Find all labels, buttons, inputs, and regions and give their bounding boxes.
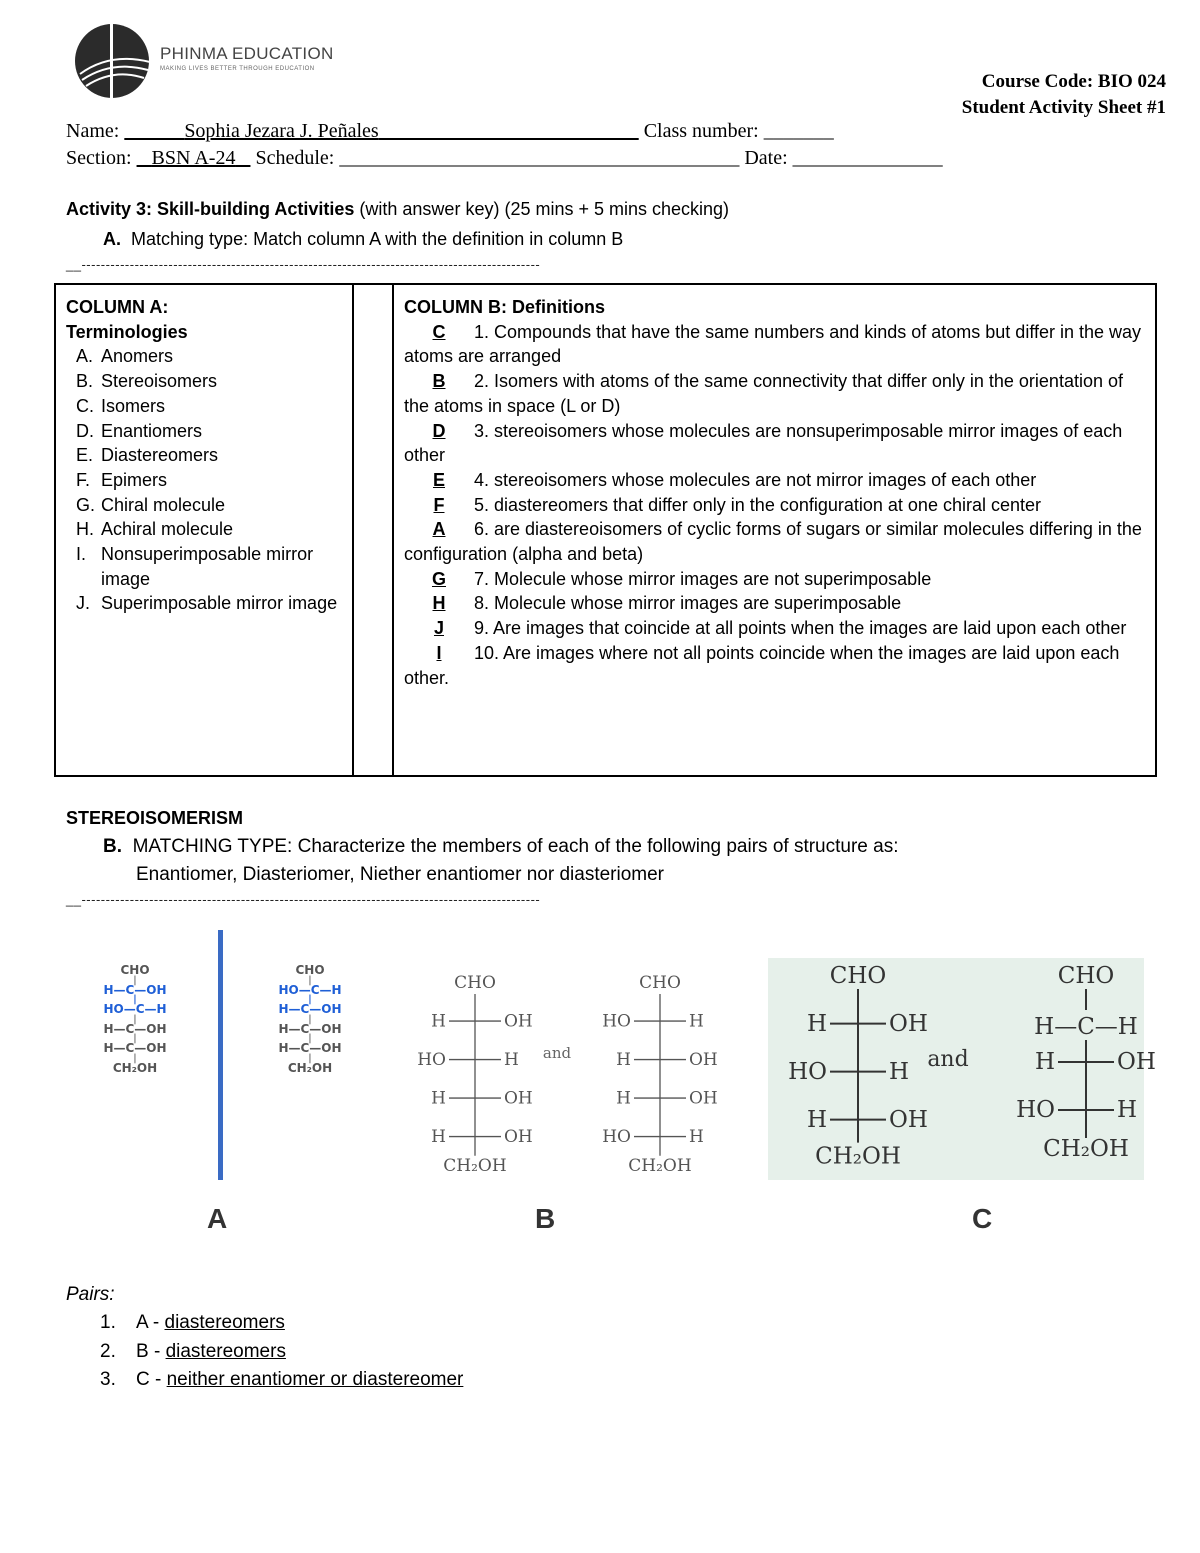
figure-a [60,925,390,1190]
fischer-bottom: CH₂OH [815,1143,901,1170]
fischer-top: CHO [1057,963,1115,989]
definition-item [404,616,1145,641]
separator-line: __----------------------------------------------------------------------------------------------- [66,257,541,272]
pair-label: A - [136,1312,165,1333]
structure-line: CHO [120,963,150,977]
fischer-bottom: CH₂OH [1043,1136,1129,1162]
mirror-line [218,930,223,1180]
fischer-right-group: OH [504,1011,533,1032]
term-letter: G. [76,494,96,515]
sheet-title: Student Activity Sheet #1 [961,97,1166,118]
fischer-right-group: H [504,1050,519,1070]
definition-text: 10. Are images where not all points coincide when the images are laid upon each other. [404,642,1120,688]
fischer-right-group: OH [689,1050,718,1070]
structure-line: CH₂OH [287,1060,333,1075]
part-b-options: Enantiomer, Diasteriomer, Niether enantiomer nor diasteriomer [136,864,665,885]
answer-blank: C [432,321,446,342]
structure-line: H—C—OH [278,1002,342,1016]
fischer-bottom: CH₂OH [443,1156,507,1176]
pair-number: 1. [100,1312,116,1333]
structure-line: CHO [295,963,325,977]
fischer-left-group: H [431,1011,446,1032]
structure-line: H—C—OH [103,1021,167,1036]
schedule-value: ________________________________________ [339,147,740,169]
fischer-right-group: OH [504,1088,533,1109]
section-value: BSN A-24 [151,147,236,169]
term-text: Epimers [101,469,168,490]
class-label: Class number: [643,120,759,142]
definition-item [404,567,1145,592]
pair-label: C - [136,1369,167,1390]
term-list [66,344,342,616]
org-name: PHINMA EDUCATION [160,44,334,63]
definition-text: 7. Molecule whose mirror images are not superimposable [474,568,932,589]
label-a: A [207,1203,228,1234]
fischer-left-group: HO [602,1127,631,1147]
date-value: _______________ [792,147,943,169]
column-spacer [353,284,393,776]
fischer-left-group: H [616,1050,631,1070]
fischer-bottom: CH₂OH [628,1156,692,1176]
and-text: and [927,1047,969,1072]
fischer-left-group: H [806,1107,827,1133]
phinma-logo-icon [70,22,155,100]
name-value: Sophia Jezara J. Peñales [184,120,379,142]
term-text: Isomers [101,395,166,416]
definition-item [404,369,1145,418]
fischer-left-group: H [1034,1049,1055,1075]
fischer-right-group: H [689,1127,704,1147]
pair-item [100,1369,463,1391]
org-tagline: MAKING LIVES BETTER THROUGH EDUCATION [160,66,315,72]
structure-line: HO—C—H [278,982,342,997]
term-letter: E. [76,445,94,466]
term-letter: H. [76,519,94,540]
term-item [66,493,342,518]
term-letter: A. [76,346,94,367]
definition-text: 4. stereoisomers whose molecules are not mirror images of each other [474,469,1037,490]
class-value: _______ [763,120,834,142]
figure-b [400,960,720,1175]
activity-title: Activity 3: Skill-building Activities (with answer key) (25 mins + 5 mins checking) [66,199,730,219]
pair-answer: diastereomers [165,1340,286,1362]
term-text: Enantiomers [101,420,203,441]
figure-a-right-structure: CHO | HO—C—H | H—C—OH | H—C—OH | H—C—OH | CH₂OH [245,961,375,1078]
pair-item [100,1312,285,1334]
definition-item [404,419,1145,468]
fischer-top: CHO [639,973,681,993]
definition-text: 3. stereoisomers whose molecules are nonsuperimposable mirror images of each other [404,420,1123,466]
section-b-heading: STEREOISOMERISM [66,808,244,828]
term-text: Chiral molecule [101,494,226,515]
definition-item [404,517,1145,566]
term-item [66,443,342,468]
fischer-center: H—C—H [1034,1014,1138,1040]
fischer-left-group: HO [1016,1097,1055,1123]
definition-text: 8. Molecule whose mirror images are superimposable [474,593,902,614]
part-a-instruction: A. Matching type: Match column A with the definition in column B [103,229,624,249]
fischer-left-group: HO [788,1059,827,1085]
structure-line: HO—C—H [103,1002,167,1016]
term-letter: J. [76,593,91,614]
term-letter: B. [76,371,94,392]
answer-blank: I [436,642,442,663]
term-item [66,468,342,493]
structure-line: CH₂OH [112,1060,158,1075]
answer-blank: D [432,420,446,441]
column-b: COLUMN B: Definitions C 1. Compounds that have the same numbers and kinds of atoms but differ in the way atoms are arranged B 2. Isomers with atoms of the same connectivity that differ only in the orientation of the atoms in space (L or D) D 3. stereoisomers whose molecules are nonsuperimposable mirror images of each other E 4. stereoisomers whose molecules are not mirror images of each other F 5. diastereomers that differ only in the configuration at one chiral center A 6. are diastereoisomers of cyclic forms of sugars or similar molecules differing in the configuration (alpha and beta) G 7. Molecule whose mirror images are not superimposable H 8. Molecule whose mirror images are superimposable J 9. Are images that coincide at all points when the images are laid upon each other I 10. Are images where not all points coincide when the images are laid upon each other. [393,284,1156,776]
term-item [66,394,342,419]
structure-line: H—C—OH [103,1041,167,1055]
fischer-right-group: OH [1117,1049,1156,1075]
pair-number: 3. [100,1369,116,1390]
definition-item [404,493,1145,518]
fischer-top: CHO [829,963,887,989]
term-letter: F. [76,469,91,490]
structure-line: H—C—OH [278,1041,342,1055]
fischer-top: CHO [454,973,496,993]
course-code: Course Code: BIO 024 [981,71,1166,92]
definition-text: 2. Isomers with atoms of the same connectivity that differ only in the orientation of the atoms in space (L or D) [404,371,1123,416]
definition-list [404,320,1145,691]
and-text: and [542,1044,572,1062]
fischer-right-group: OH [889,1107,928,1133]
answer-blank: F [433,494,445,515]
definition-item [404,320,1145,369]
date-label: Date: [744,147,788,169]
label-c: C [972,1203,993,1234]
fischer-left-group: H [431,1088,446,1109]
definition-text: 9. Are images that coincide at all points when the images are laid upon each other [474,618,1127,639]
pair-number: 2. [100,1340,116,1362]
fischer-right-group: OH [504,1127,533,1147]
term-text: Stereoisomers [101,371,218,392]
term-item [66,344,342,369]
term-item [66,591,342,616]
section-line [66,147,943,170]
fischer-left-group: HO [602,1011,631,1032]
pair-answer: neither enantiomer or diastereomer [166,1369,464,1390]
structure-line: H—C—OH [103,982,167,997]
course-info [962,69,1166,121]
definition-item [404,468,1145,493]
separator-line-2: __----------------------------------------------------------------------------------------------- [66,892,541,907]
term-text: Diastereomers [101,445,219,466]
fischer-left-group: HO [417,1050,446,1070]
pair-label: B - [136,1340,166,1362]
term-item [66,419,342,444]
answer-blank: A [432,519,446,540]
matching-table [54,283,1157,777]
term-text: Anomers [101,346,174,367]
term-text: Achiral molecule [101,519,234,540]
name-label: Name: [66,120,120,142]
fischer-left-group: H [431,1127,446,1147]
fischer-right-group: OH [689,1088,718,1109]
answer-blank: H [432,593,446,614]
label-b: B [535,1203,556,1234]
definition-text: 5. diastereomers that differ only in the configuration at one chiral center [474,494,1041,515]
section-label: Section: [66,147,132,169]
term-item [66,542,342,591]
definition-item [404,591,1145,616]
column-a: COLUMN A: Terminologies A. Anomers B. Stereoisomers C. Isomers D. Enantiomers E. Diastereomers F. Epimers G. Chiral molecule H. Achiral molecule I. Nonsuperimposable mirror image J. Superimposable mirror image [55,284,353,776]
term-text: Nonsuperimposable mirror image [101,544,314,589]
definition-item [404,641,1145,690]
fischer-left-group: H [806,1011,827,1037]
schedule-label: Schedule: [255,147,335,169]
answer-blank: E [432,469,445,490]
structure-line: H—C—OH [278,1021,342,1036]
pairs-title: Pairs: [66,1284,115,1305]
pair-item [100,1341,286,1363]
fischer-right-group: H [689,1011,704,1032]
part-b-instruction: B. MATCHING TYPE: Characterize the members of each of the following pairs of structure as: [103,836,899,857]
term-letter: D. [76,420,94,441]
figure-c [768,958,1156,1180]
name-line [66,120,834,143]
definition-text: 6. are diastereoisomers of cyclic forms of sugars or similar molecules differing in the configuration (alpha and beta) [404,519,1142,565]
fischer-right-group: H [1117,1097,1138,1123]
fischer-left-group: H [616,1088,631,1109]
term-letter: I. [76,544,87,565]
term-letter: C. [76,395,94,416]
fischer-right-group: H [889,1059,910,1085]
pair-answer: diastereomers [164,1312,285,1333]
term-text: Superimposable mirror image [101,593,338,614]
fischer-right-group: OH [889,1011,928,1037]
answer-blank: J [433,618,444,639]
term-item [66,369,342,394]
term-item [66,517,342,542]
figure-a-left-structure: CHO | H—C—OH | HO—C—H | H—C—OH | H—C—OH | CH₂OH [70,961,200,1078]
answer-blank: B [432,371,446,392]
definition-text: 1. Compounds that have the same numbers and kinds of atoms but differ in the way atoms are arranged [404,321,1142,367]
answer-blank: G [431,568,446,589]
